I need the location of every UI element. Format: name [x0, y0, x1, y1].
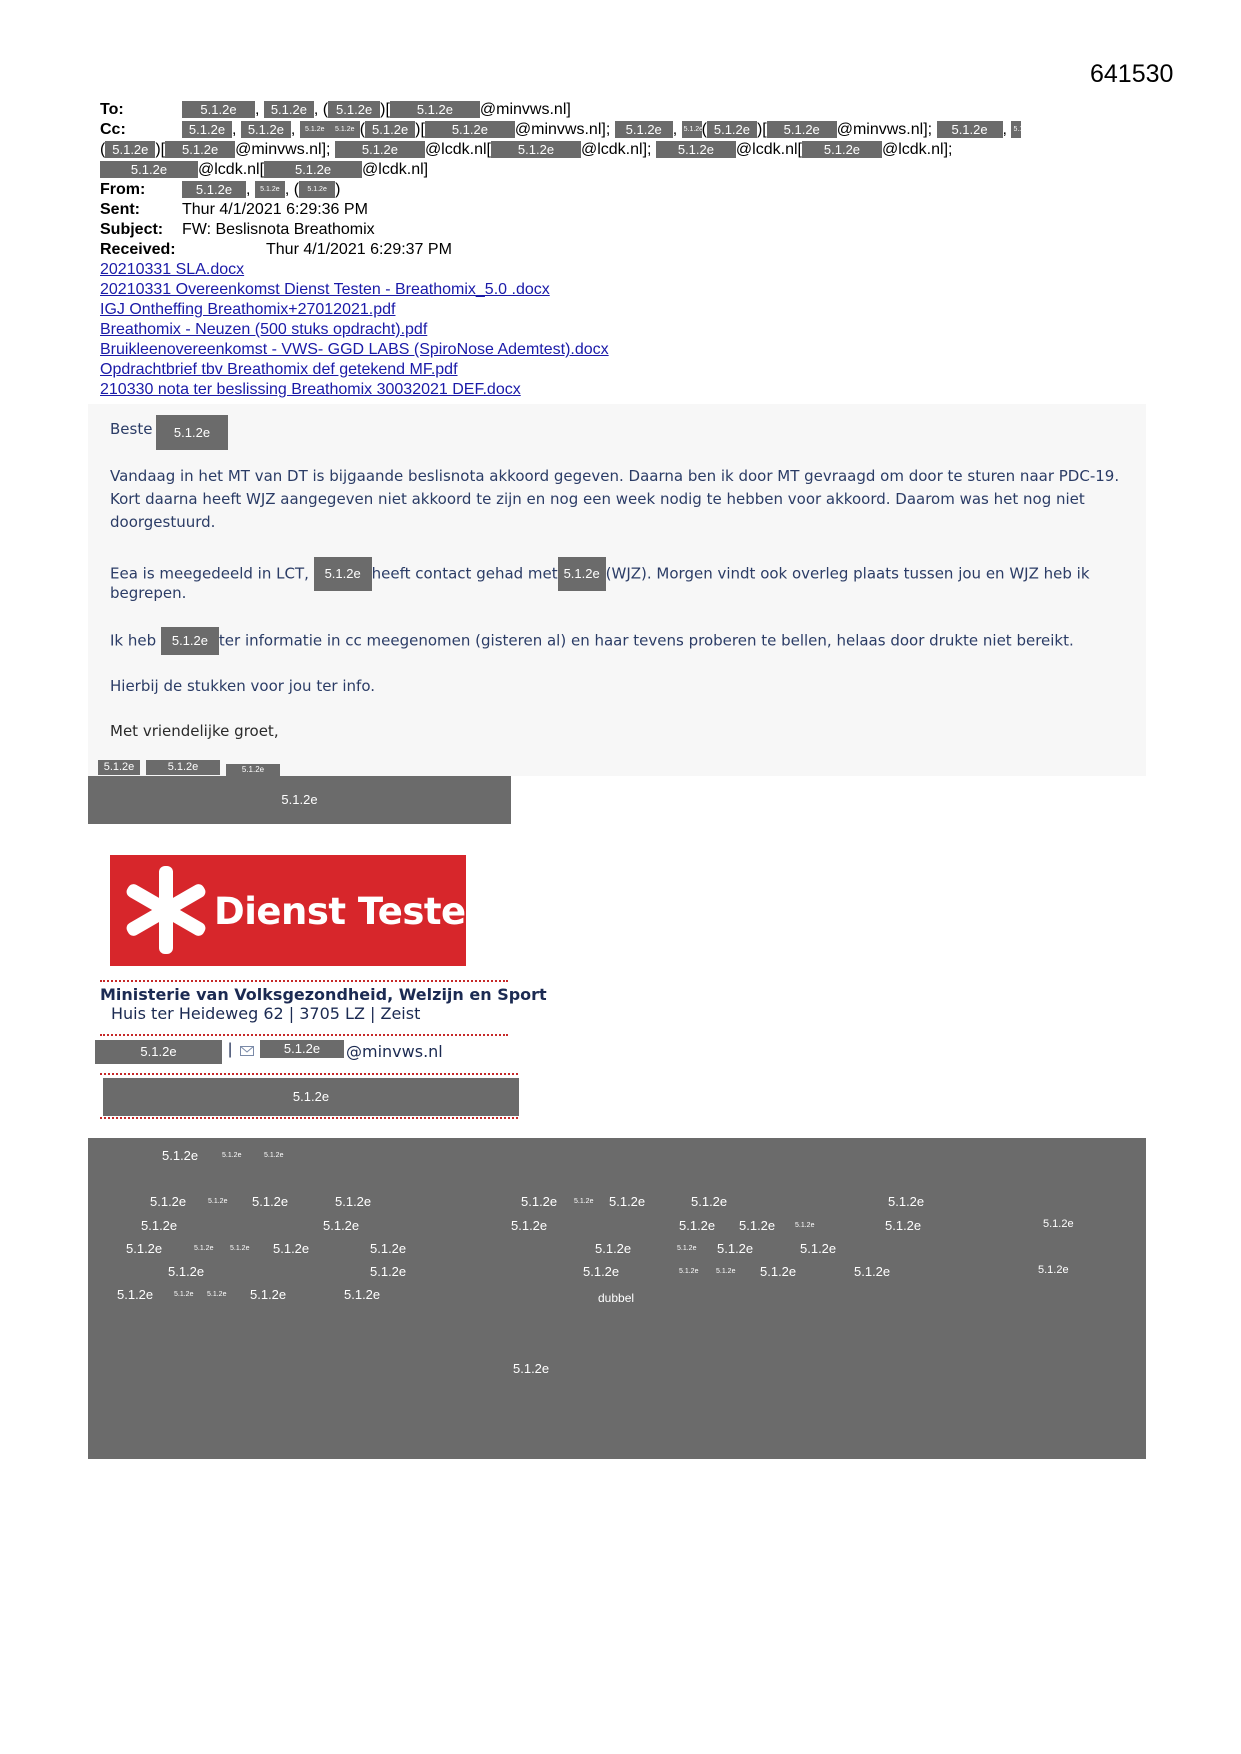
received-value: Thur 4/1/2021 6:29:37 PM	[266, 241, 452, 258]
redaction: 5.1.2e	[100, 161, 198, 178]
attachment-link[interactable]: 20210331 Overeenkomst Dienst Testen - Breathomix_5.0 .docx	[100, 281, 550, 298]
redaction: 5.1.2e	[767, 121, 837, 138]
envelope-icon	[240, 1046, 254, 1056]
sent-value: Thur 4/1/2021 6:29:36 PM	[182, 201, 368, 218]
redaction: 5.1.2e	[182, 181, 246, 198]
redaction: 5.1.2e	[165, 141, 235, 158]
redaction: 5.1.2e	[679, 1218, 716, 1233]
redaction: 5.1.2e	[95, 1040, 222, 1064]
redaction: 5.1.2e	[208, 1198, 228, 1205]
paragraph-3	[110, 627, 1074, 655]
redaction: 5.1.2e	[885, 1218, 922, 1233]
redaction: 5.1.2e	[194, 1245, 214, 1252]
to-label: To:	[100, 101, 124, 118]
redaction: 5.1.2e	[168, 1264, 205, 1279]
cc-row-1: Cc: 5.1.2e , 5.1.2e , 5.1.2e 5.1.2e ( 5.1.2e )[ 5.1.2e @minvws.nl]; 5.1.2e , 5.1.2e( 5.1.2e )[ 5.1.2e @minvws.nl]; 5.1.2e , 5.1.2e	[100, 121, 1033, 138]
subject-value: FW: Beslisnota Breathomix	[182, 221, 375, 238]
received-label: Received:	[100, 241, 176, 258]
redaction: 5.1.2e	[264, 101, 314, 118]
email-domain: @minvws.nl]	[479, 101, 571, 118]
email-domain: @lcdk.nl[	[198, 161, 265, 178]
redaction: 5.1.2e	[365, 121, 415, 138]
redaction: 5.1.2e	[273, 1241, 310, 1256]
text: ter informatie in cc meegenomen (gisteren al) en haar tevens proberen te bellen, helaas door drukte niet bereikt.	[218, 631, 1074, 650]
attachment-link[interactable]: Breathomix - Neuzen (500 stuks opdracht).pdf	[100, 321, 428, 338]
from-label: From:	[100, 181, 146, 198]
redaction: 5.1.2e	[595, 1241, 632, 1256]
redaction: 5.1.2e	[739, 1218, 776, 1233]
redaction: 5.1.2e	[491, 141, 581, 158]
redaction: 5.1.2e	[656, 141, 736, 158]
redaction: 5.1.2e	[1011, 121, 1021, 138]
subject-row	[100, 220, 375, 240]
redaction: 5.1.2e	[230, 1245, 250, 1252]
sent-label: Sent:	[100, 201, 140, 218]
email-domain: @lcdk.nl]	[362, 161, 429, 178]
redaction: 5.1.2e	[255, 181, 285, 198]
email-domain: @lcdk.nl[	[424, 141, 491, 158]
redaction: 5.1.2e	[390, 101, 480, 118]
cc-row-3	[100, 160, 428, 180]
redaction: 5.1.2e	[330, 121, 360, 138]
email-domain: @minvws.nl];	[235, 141, 331, 158]
to-row: To: 5.1.2e , 5.1.2e , ( 5.1.2e )[ 5.1.2e @minvws.nl]	[100, 101, 571, 118]
paragraph-2-line-2: begrepen.	[110, 584, 187, 602]
redaction: 5.1.2e	[854, 1264, 891, 1279]
redaction: 5.1.2e	[299, 181, 335, 198]
attachment-link[interactable]: 20210331 SLA.docx	[100, 261, 245, 278]
redaction: 5.1.2e	[98, 760, 140, 775]
redaction: 5.1.2e	[677, 1245, 697, 1252]
redaction: 5.1.2e	[335, 1194, 372, 1209]
redaction: 5.1.2e	[937, 121, 1003, 138]
redaction: 5.1.2e	[679, 1268, 699, 1275]
redaction: 5.1.2e	[795, 1222, 815, 1229]
divider	[100, 980, 508, 982]
redaction: 5.1.2e	[760, 1264, 797, 1279]
email-domain: @minvws.nl];	[514, 121, 611, 138]
redaction: 5.1.2e	[1043, 1218, 1074, 1230]
redaction: 5.1.2e	[162, 1148, 199, 1163]
redaction: 5.1.2e	[161, 627, 219, 655]
cc-row-2: ( 5.1.2e )[ 5.1.2e @minvws.nl]; 5.1.2e @lcdk.nl[ 5.1.2e @lcdk.nl]; 5.1.2e @lcdk.nl[ 5.1.2e @lcdk.nl];	[100, 141, 953, 158]
paragraph-1: Vandaag in het MT van DT is bijgaande beslisnota akkoord gegeven. Daarna ben ik door MT gevraagd om door te sturen naar PDC-19. Kort daarna heeft WJZ aangegeven niet akkoord te zijn en nog een week nodig te hebben voor akkoord. Daarom was het nog niet doorgestuurd.	[110, 467, 1120, 531]
email-domain: @lcdk.nl];	[881, 141, 953, 158]
redaction: 5.1.2e	[88, 776, 511, 824]
document-id: 641530	[1090, 60, 1174, 88]
from-row: From: 5.1.2e , 5.1.2e , ( 5.1.2e )	[100, 181, 341, 198]
redaction: 5.1.2e	[707, 121, 757, 138]
redaction: 5.1.2e	[344, 1287, 381, 1302]
redaction: 5.1.2e	[252, 1194, 289, 1209]
text: (WJZ). Morgen vindt ook overleg plaats tussen jou en WJZ heb ik	[605, 564, 1090, 583]
redaction: 5.1.2e	[609, 1194, 646, 1209]
redaction: 5.1.2e	[370, 1241, 407, 1256]
redaction: 5.1.2e	[691, 1194, 728, 1209]
redaction: 5.1.2e	[888, 1194, 925, 1209]
attachment-link[interactable]: Opdrachtbrief tbv Breathomix def getekend MF.pdf	[100, 361, 458, 378]
paragraph-4: Hierbij de stukken voor jou ter info.	[110, 677, 375, 695]
redaction: 5.1.2e	[583, 1264, 620, 1279]
text: Eea is meegedeeld in LCT,	[110, 564, 309, 583]
divider	[100, 1034, 508, 1036]
redaction: 5.1.2e	[264, 161, 362, 178]
redaction: 5.1.2e	[511, 1218, 548, 1233]
logo-text: Dienst Testen	[214, 890, 492, 933]
redaction: 5.1.2e	[150, 1194, 187, 1209]
redaction: 5.1.2e	[1038, 1264, 1069, 1276]
redaction: 5.1.2e	[425, 121, 515, 138]
greeting	[110, 418, 152, 441]
redaction: 5.1.2e	[300, 121, 330, 138]
redaction: 5.1.2e	[174, 1291, 194, 1298]
email-domain: @minvws.nl	[346, 1042, 443, 1061]
address: Huis ter Heideweg 62 | 3705 LZ | Zeist	[111, 1004, 421, 1023]
cc-label: Cc:	[100, 121, 126, 138]
attachment-link[interactable]: 210330 nota ter beslissing Breathomix 30032021 DEF.docx	[100, 381, 521, 398]
paragraph-2-line-1	[110, 557, 1090, 591]
redaction: 5.1.2e	[260, 1040, 344, 1058]
redaction: 5.1.2e	[250, 1287, 287, 1302]
redaction: 5.1.2e	[182, 121, 232, 138]
attachment-link[interactable]: IGJ Ontheffing Breathomix+27012021.pdf	[100, 301, 396, 318]
attachment-link[interactable]: Bruikleenovereenkomst - VWS- GGD LABS (SpiroNose Ademtest).docx	[100, 341, 609, 358]
redaction: 5.1.2e	[146, 760, 220, 775]
greeting-text: Beste	[110, 420, 153, 438]
redaction: 5.1.2e	[682, 121, 702, 138]
text: heeft contact gehad met	[371, 564, 558, 583]
redaction: 5.1.2e	[800, 1241, 837, 1256]
email-domain: @lcdk.nl[	[735, 141, 802, 158]
redaction: 5.1.2e	[226, 764, 280, 776]
redaction: 5.1.2e	[717, 1241, 754, 1256]
redaction: 5.1.2e	[521, 1194, 558, 1209]
visible-word: dubbel	[598, 1291, 635, 1305]
divider	[100, 1117, 518, 1119]
redaction: 5.1.2e	[241, 121, 291, 138]
redaction: 5.1.2e	[126, 1241, 163, 1256]
redaction: 5.1.2e	[716, 1268, 736, 1275]
text: Ik heb	[110, 631, 157, 650]
redaction: 5.1.2e	[182, 101, 255, 118]
ministry-name: Ministerie van Volksgezondheid, Welzijn en Sport	[100, 985, 547, 1004]
redaction: 5.1.2e	[156, 415, 228, 450]
redaction: 5.1.2e	[574, 1198, 594, 1205]
redaction: 5.1.2e	[103, 1078, 519, 1116]
redaction: 5.1.2e	[207, 1291, 227, 1298]
asterisk-icon	[110, 855, 220, 966]
redaction: 5.1.2e	[314, 557, 372, 591]
redaction: 5.1.2e	[141, 1218, 178, 1233]
redaction: 5.1.2e	[105, 141, 155, 158]
email-domain: @lcdk.nl];	[580, 141, 652, 158]
sent-row	[100, 200, 368, 220]
redaction: 5.1.2e	[513, 1361, 550, 1376]
redaction: 5.1.2e	[328, 101, 380, 118]
redaction: 5.1.2e	[222, 1152, 242, 1159]
redaction: 5.1.2e	[370, 1264, 407, 1279]
redaction: 5.1.2e	[323, 1218, 360, 1233]
redaction: 5.1.2e	[335, 141, 425, 158]
redaction: 5.1.2e	[117, 1287, 154, 1302]
divider	[100, 1073, 518, 1075]
closing: Met vriendelijke groet,	[110, 722, 279, 740]
separator: |	[228, 1041, 233, 1058]
redacted-disclaimer-block	[88, 1138, 1146, 1459]
redaction: 5.1.2e	[558, 557, 606, 591]
received-row	[100, 240, 452, 260]
redaction: 5.1.2e	[264, 1152, 284, 1159]
subject-label: Subject:	[100, 221, 164, 238]
email-domain: @minvws.nl];	[836, 121, 933, 138]
redaction: 5.1.2e	[802, 141, 882, 158]
redaction: 5.1.2e	[615, 121, 673, 138]
